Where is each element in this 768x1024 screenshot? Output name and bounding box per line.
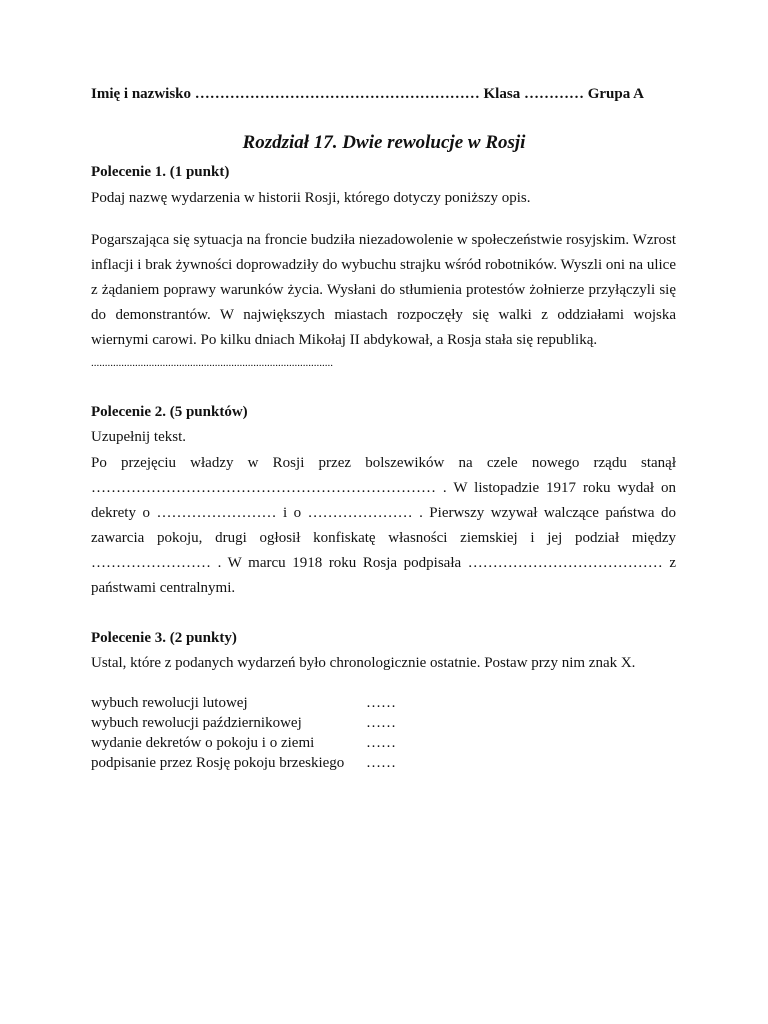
task2-fill-text-content[interactable]: Po przejęciu władzy w Rosji przez bolszewików na czele nowego rządu stanął …………………………………………………………… . W listopadzie 1917 roku wydał on dekrety o …………………… i o ………………… . Pierwszy wzywał walczące państwa do zawarcia pokoju, drugi ogłosił konfiskatę własności ziemskiej i jej podział między …………………… . W marcu 1918 roku Rosja podpisała ………………………………… z państwami centralnymi. bbox=[91, 455, 676, 596]
group-label: Grupa A bbox=[587, 86, 644, 102]
option-label: wybuch rewolucji październikowej bbox=[91, 715, 302, 731]
class-label: Klasa bbox=[483, 86, 521, 102]
task2-instruction: Uzupełnij tekst. bbox=[91, 429, 186, 445]
task3-heading: Polecenie 3. (2 punkty) bbox=[91, 630, 237, 646]
option-answer-field[interactable]: …… bbox=[366, 735, 396, 751]
task2-heading: Polecenie 2. (5 punktów) bbox=[91, 404, 248, 420]
option-answer-field[interactable]: …… bbox=[366, 715, 396, 731]
list-item bbox=[91, 713, 676, 733]
option-label: wydanie dekretów o pokoju i o ziemi bbox=[91, 735, 315, 751]
list-item bbox=[91, 733, 676, 753]
task1-answer-field[interactable]: ........................................................................................ bbox=[91, 357, 333, 369]
task3-options-list bbox=[91, 693, 676, 773]
student-info-line bbox=[91, 86, 681, 103]
class-field[interactable]: ………… bbox=[523, 86, 584, 102]
page-title: Rozdział 17. Dwie rewolucje w Rosji bbox=[242, 132, 526, 153]
task2-fill-text bbox=[91, 451, 676, 601]
task1-description bbox=[91, 228, 676, 353]
option-label: podpisanie przez Rosję pokoju brzeskiego bbox=[91, 755, 345, 771]
task1-instruction: Podaj nazwę wydarzenia w historii Rosji, którego dotyczy poniższy opis. bbox=[91, 190, 531, 206]
task3-instruction: Ustal, które z podanych wydarzeń było chronologicznie ostatnie. Postaw przy nim znak X. bbox=[91, 655, 636, 671]
option-label: wybuch rewolucji lutowej bbox=[91, 695, 248, 711]
list-item bbox=[91, 693, 676, 713]
task1-description-text: Pogarszająca się sytuacja na froncie budziła niezadowolenie w społeczeństwie rosyjskim. Wzrost inflacji i brak żywności doprowadziły do wybuchu strajku wśród robotników. Wyszli oni na ulice z żądaniem poprawy warunków życia. Wysłani do stłumienia protestów żołnierze przyłączyli się do demonstrantów. W największych miastach rozpoczęły się walki z oddziałami wojska wiernymi carowi. Po kilku dniach Mikołaj II abdykował, a Rosja stała się republiką. bbox=[91, 232, 676, 348]
name-field[interactable]: ………………………………………………… bbox=[194, 86, 480, 102]
option-answer-field[interactable]: …… bbox=[366, 695, 396, 711]
option-answer-field[interactable]: …… bbox=[366, 755, 396, 771]
task1-heading: Polecenie 1. (1 punkt) bbox=[91, 164, 230, 180]
list-item bbox=[91, 753, 676, 773]
name-label: Imię i nazwisko bbox=[91, 86, 192, 102]
